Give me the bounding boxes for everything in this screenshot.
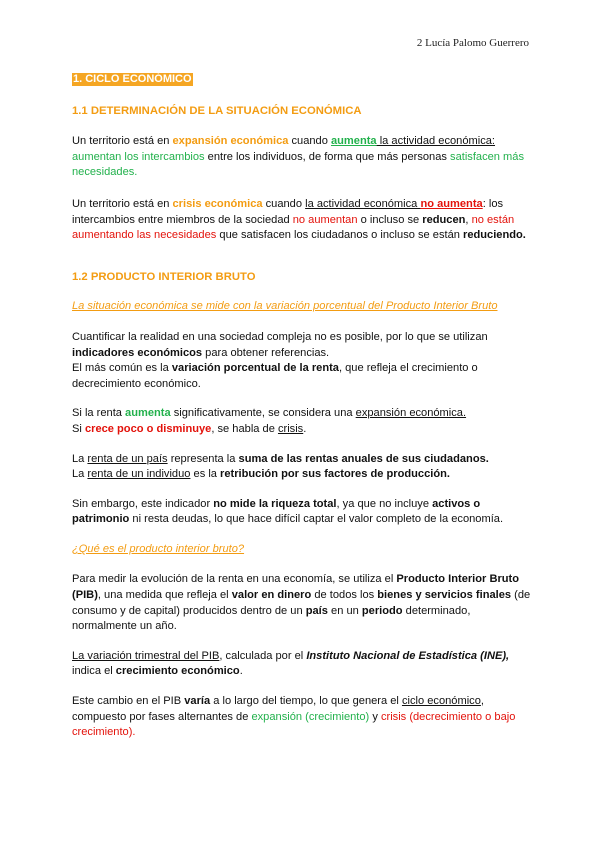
paragraph-ine: La variación trimestral del PIB, calculada por el Instituto Nacional de Estadística (INE), indica el crecimiento económico. <box>72 649 510 678</box>
section-1-1-heading: 1.1 DETERMINACIÓN DE LA SITUACIÓN ECONÓMICA <box>72 104 362 117</box>
lead-pib-measure: La situación económica se mide con la variación porcentual del Producto Interior Bruto <box>72 300 498 313</box>
section-1-heading <box>72 72 534 88</box>
lead-que-es-pib: ¿Qué es el producto interior bruto? <box>72 542 245 555</box>
paragraph-renta-aumenta: Si la renta aumenta significativamente, se considera una expansión económica. Si crece poco o disminuye, se habla de crisis. <box>72 407 467 435</box>
section-1-2-heading: 1.2 PRODUCTO INTERIOR BRUTO <box>72 270 256 283</box>
paragraph-indicators: Cuantificar la realidad en una sociedad compleja no es posible, por lo que se utilizan indicadores económicos para obtener referencias. El más común es la variación porcentual de la renta, que refleja el crecimiento o decrecimiento económico. <box>72 330 488 390</box>
paragraph-ciclo: Este cambio en el PIB varía a lo largo del tiempo, lo que genera el ciclo económico, compuesto por fases alternantes de expansión (crecimiento) y crisis (decrecimiento o bajo crecimiento). <box>72 695 516 739</box>
paragraph-renta-pais: La renta de un país representa la suma de las rentas anuales de sus ciudadanos. La renta de un individuo es la retribución por sus factores de producción. <box>72 452 489 481</box>
paragraph-riqueza: Sin embargo, este indicador no mide la riqueza total, ya que no incluye activos o patrimonio ni resta deudas, lo que hace difícil captar el valor completo de la economía. <box>72 497 504 526</box>
paragraph-crisis: Un territorio está en crisis económica cuando la actividad económica no aumenta: los intercambios entre miembros de la sociedad no aumentan o incluso se reducen, no están aumentando las necesidades que satisfacen los ciudadanos o incluso se están reduciendo. <box>72 197 526 242</box>
section-1-title: 1. CICLO ECONÓMICO <box>73 73 192 85</box>
page-header: 2 Lucía Palomo Guerrero <box>416 37 529 49</box>
document-body <box>72 72 534 741</box>
paragraph-pib-definition: Para medir la evolución de la renta en una economía, se utiliza el Producto Interior Bruto (PIB), una medida que refleja el valor en dinero de todos los bienes y servicios finales (de consumo y de capital) producidos dentro de un país en un periodo determinado, normalmente un año. <box>72 573 531 633</box>
paragraph-expansion: Un territorio está en expansión económica cuando aumenta la actividad económica: aumentan los intercambios entre los individuos, de forma que más personas satisfacen más necesidades. <box>72 135 525 179</box>
